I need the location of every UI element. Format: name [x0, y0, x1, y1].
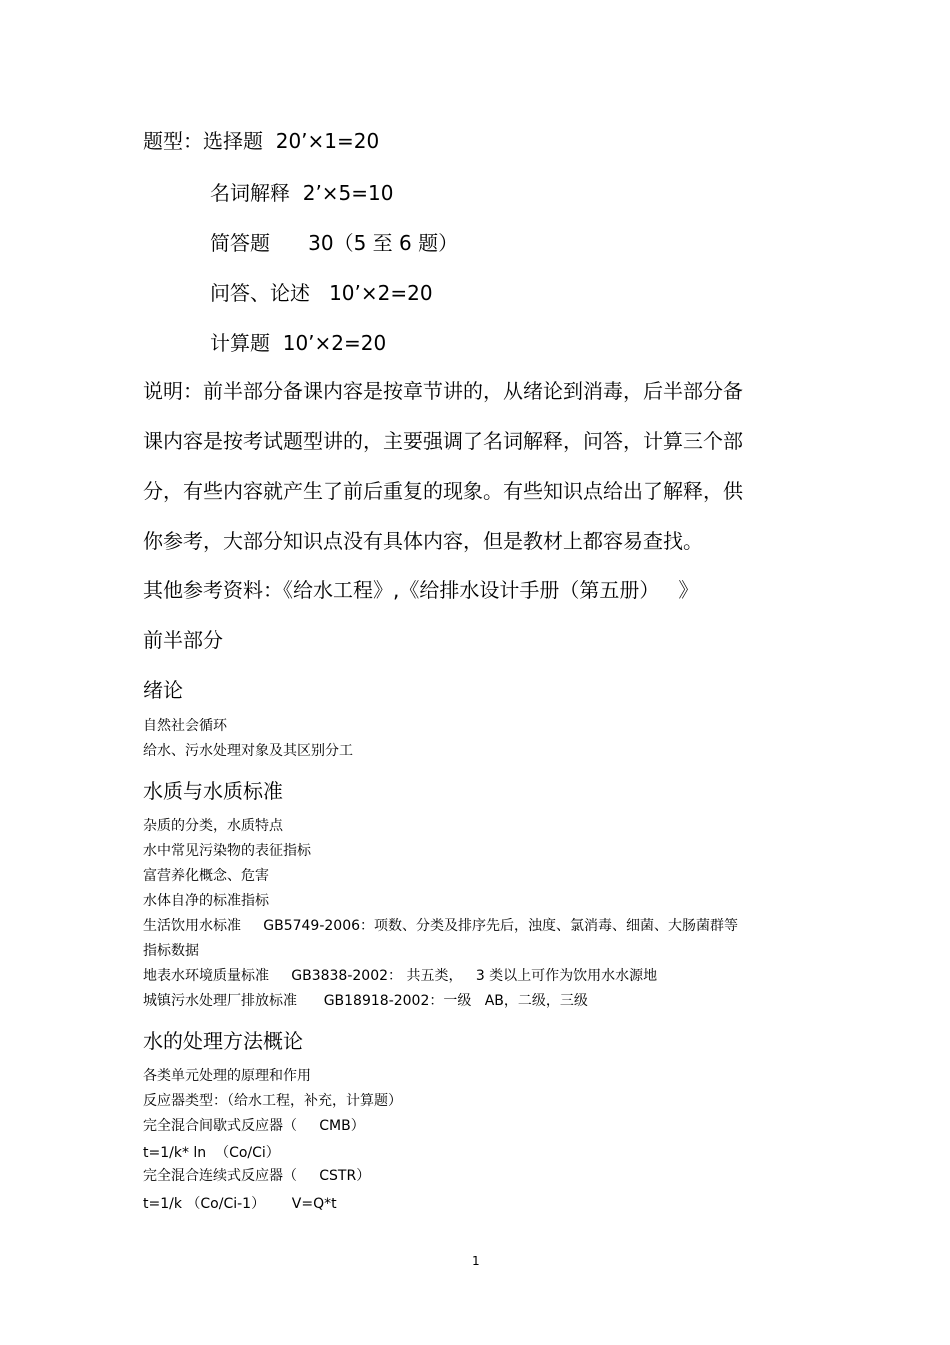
page-number: 1 [472, 1254, 480, 1268]
list-item: 城镇污水处理厂排放标准 GB18918-2002：一级 AB，二级，三级 [143, 993, 588, 1009]
formula-line: t=1/k* ln （Co/Ci） [143, 1145, 280, 1161]
section-heading: 水质与水质标准 [143, 779, 283, 803]
note-paragraph-line: 分，有些内容就产生了前后重复的现象。有些知识点给出了解释，供 [143, 479, 743, 503]
exam-type-row: 计算题 10’×2=20 [210, 331, 387, 355]
list-item: 自然社会循环 [143, 718, 227, 734]
list-item: 富营养化概念、危害 [143, 868, 269, 884]
list-item: 杂质的分类，水质特点 [143, 818, 283, 834]
list-item: 给水、污水处理对象及其区别分工 [143, 743, 353, 759]
list-item: 生活饮用水标准 GB5749-2006：项数、分类及排序先后，浊度、氯消毒、细菌、大肠菌群等 [143, 918, 739, 934]
exam-type-row: 题型：选择题 20’×1=20 [143, 129, 380, 153]
references-line: 其他参考资料：《给水工程》,《给排水设计手册（第五册） 》 [143, 578, 699, 602]
list-item: 完全混合间歇式反应器（ CMB） [143, 1118, 365, 1134]
list-item: 地表水环境质量标准 GB3838-2002： 共五类， 3 类以上可作为饮用水水源地 [143, 968, 658, 984]
list-item: 完全混合连续式反应器（ CSTR） [143, 1168, 371, 1184]
exam-type-row: 名词解释 2’×5=10 [210, 181, 394, 205]
list-item: 反应器类型：（给水工程，补充，计算题） [143, 1093, 402, 1109]
list-item: 水中常见污染物的表征指标 [143, 843, 311, 859]
note-paragraph-line: 课内容是按考试题型讲的，主要强调了名词解释，问答，计算三个部 [143, 429, 743, 453]
note-paragraph-line: 说明：前半部分备课内容是按章节讲的，从绪论到消毒，后半部分备 [143, 379, 743, 403]
list-item: 指标数据 [143, 943, 199, 959]
list-item: 各类单元处理的原理和作用 [143, 1068, 311, 1084]
note-paragraph-line: 你参考，大部分知识点没有具体内容，但是教材上都容易查找。 [143, 529, 703, 553]
list-item: 水体自净的标准指标 [143, 893, 269, 909]
formula-line: t=1/k （Co/Ci-1） V=Q*t [143, 1196, 337, 1212]
section-heading: 前半部分 [143, 628, 223, 652]
exam-type-row: 问答、论述 10’×2=20 [210, 281, 433, 305]
exam-type-row: 简答题 30（5 至 6 题） [210, 231, 459, 255]
section-heading: 水的处理方法概论 [143, 1029, 303, 1053]
section-heading: 绪论 [143, 678, 183, 702]
